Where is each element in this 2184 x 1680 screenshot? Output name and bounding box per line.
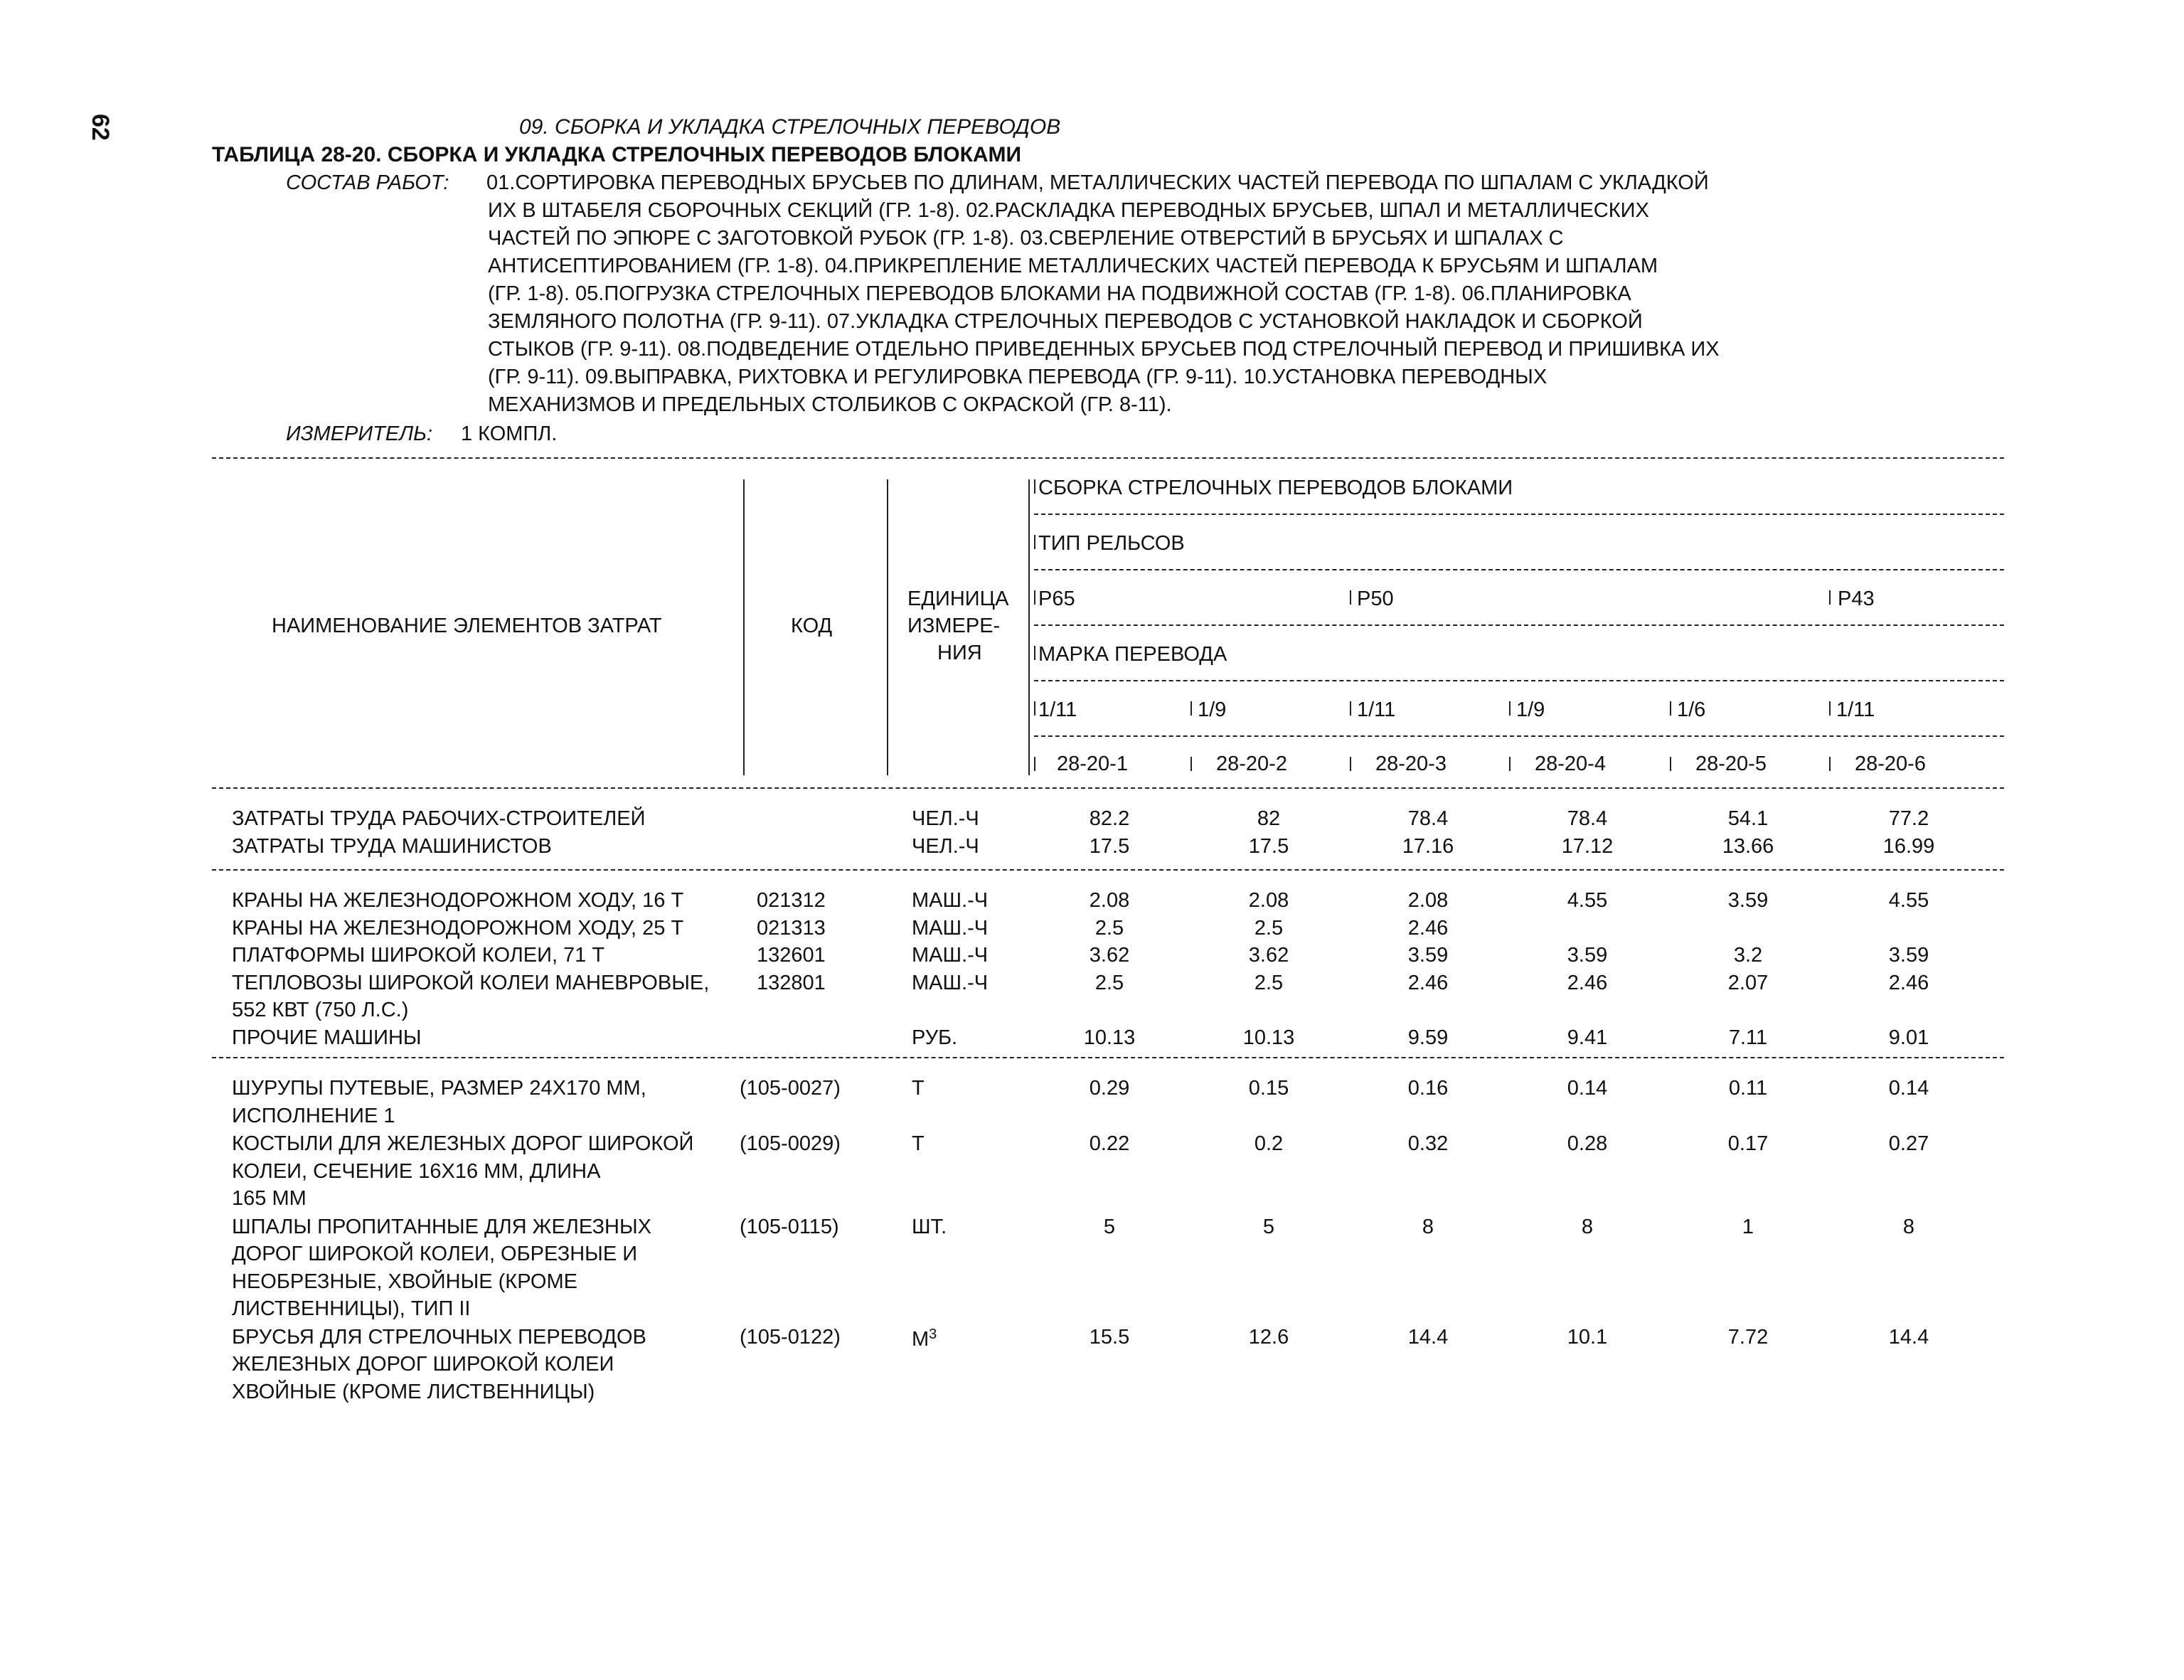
row-unit: ЧЕЛ.-Ч (912, 807, 979, 830)
header-group-title: СБОРКА СТРЕЛОЧНЫХ ПЕРЕВОДОВ БЛОКАМИ (1038, 477, 1513, 499)
row-value: 10.13 (1083, 1026, 1136, 1049)
row-value: 9.01 (1888, 1026, 1929, 1049)
row-unit: МАШ.-Ч (912, 971, 989, 994)
row-value: 5 (1262, 1215, 1275, 1238)
row-unit: $М^3$ (912, 1326, 937, 1351)
row-value: 54.1 (1727, 807, 1769, 830)
rule-line (1034, 735, 2004, 737)
rule-bar (1350, 701, 1351, 716)
row-value: 10.13 (1242, 1026, 1295, 1049)
row-unit: РУБ. (912, 1026, 958, 1049)
row-value: 0.22 (1089, 1132, 1130, 1155)
header-code: 28-20-2 (1216, 753, 1287, 775)
row-value: 16.99 (1882, 834, 1935, 858)
row-value: 15.5 (1089, 1325, 1130, 1349)
row-value: 0.14 (1567, 1077, 1608, 1100)
row-value: 8 (1902, 1215, 1915, 1238)
row-value: 2.08 (1248, 889, 1289, 912)
row-code: 132601 (757, 944, 826, 967)
header-rail-r50: Р50 (1357, 588, 1394, 610)
row-value: 3.62 (1248, 944, 1289, 967)
row-name: ТЕПЛОВОЗЫ ШИРОКОЙ КОЛЕИ МАНЕВРОВЫЕ, (232, 971, 710, 994)
row-value: 2.46 (1407, 971, 1449, 994)
row-value: 3.59 (1567, 944, 1608, 967)
row-value: 2.08 (1089, 889, 1130, 912)
row-name: ЖЕЛЕЗНЫХ ДОРОГ ШИРОКОЙ КОЛЕИ (232, 1353, 614, 1376)
header-rail-r43: Р43 (1838, 588, 1875, 610)
row-value: 0.32 (1407, 1132, 1449, 1155)
rule-bar (1034, 479, 1035, 494)
row-code: (105-0122) (740, 1325, 841, 1349)
row-value: 2.46 (1888, 971, 1929, 994)
header-mark: 1/6 (1677, 698, 1706, 721)
row-name: КРАНЫ НА ЖЕЛЕЗНОДОРОЖНОМ ХОДУ, 25 Т (232, 916, 684, 940)
rule-bar (1509, 701, 1511, 716)
work-line: (ГР. 9-11). 09.ВЫПРАВКА, РИХТОВКА И РЕГУЛИРОВКА ПЕРЕВОДА (ГР. 9-11). 10.УСТАНОВКА ПЕРЕВОДНЫХ (488, 366, 1548, 388)
row-name: НЕОБРЕЗНЫЕ, ХВОЙНЫЕ (КРОМЕ (232, 1270, 577, 1293)
rule-bar (743, 479, 745, 775)
header-code: 28-20-1 (1057, 753, 1128, 775)
row-name: ЗАТРАТЫ ТРУДА МАШИНИСТОВ (232, 834, 552, 858)
row-unit: Т (912, 1077, 925, 1100)
work-line: СТЫКОВ (ГР. 9-11). 08.ПОДВЕДЕНИЕ ОТДЕЛЬНО ПРИВЕДЕННЫХ БРУСЬЕВ ПОД СТРЕЛОЧНЫЙ ПЕРЕВОД И ПРИШИВКА ИХ (488, 338, 1720, 361)
row-value: 82 (1257, 807, 1281, 830)
row-name: ЗАТРАТЫ ТРУДА РАБОЧИХ-СТРОИТЕЛЕЙ (232, 807, 646, 830)
row-value: 2.5 (1094, 916, 1124, 940)
rule-bar (1034, 646, 1035, 660)
rule-line (1034, 624, 2004, 626)
row-name: ЛИСТВЕННИЦЫ), ТИП II (232, 1297, 471, 1320)
row-name: ДОРОГ ШИРОКОЙ КОЛЕИ, ОБРЕЗНЫЕ И (232, 1243, 638, 1265)
row-name: БРУСЬЯ ДЛЯ СТРЕЛОЧНЫХ ПЕРЕВОДОВ (232, 1325, 646, 1349)
header-mark: 1/11 (1836, 698, 1875, 721)
row-name: КРАНЫ НА ЖЕЛЕЗНОДОРОЖНОМ ХОДУ, 16 Т (232, 889, 684, 912)
rule-line (1034, 680, 2004, 681)
row-value: 5 (1103, 1215, 1116, 1238)
rule-bar (1034, 701, 1035, 716)
row-value: 3.2 (1733, 944, 1763, 967)
row-unit: МАШ.-Ч (912, 889, 989, 912)
row-value: 0.28 (1567, 1132, 1608, 1155)
row-value: 9.59 (1407, 1026, 1449, 1049)
row-code: 021312 (757, 889, 826, 912)
work-line: МЕХАНИЗМОВ И ПРЕДЕЛЬНЫХ СТОЛБИКОВ С ОКРАСКОЙ (ГР. 8-11). (488, 393, 1172, 416)
row-value: 3.59 (1888, 944, 1929, 967)
measure-value: 1 КОМПЛ. (461, 422, 558, 445)
row-value: 4.55 (1567, 889, 1608, 912)
rule-bar (1350, 757, 1351, 771)
measure-label: ИЗМЕРИТЕЛЬ: (286, 422, 433, 445)
row-name: ХВОЙНЫЕ (КРОМЕ ЛИСТВЕННИЦЫ) (232, 1380, 595, 1403)
header-mark: 1/9 (1516, 698, 1545, 721)
rule-bar (1034, 535, 1035, 549)
work-line: (ГР. 1-8). 05.ПОГРУЗКА СТРЕЛОЧНЫХ ПЕРЕВОДОВ БЛОКАМИ НА ПОДВИЖНОЙ СОСТАВ (ГР. 1-8). 06.ПЛАНИРОВКА (488, 282, 1631, 305)
row-value: 0.16 (1407, 1077, 1449, 1100)
rule-bar (1350, 590, 1351, 605)
row-unit: ЧЕЛ.-Ч (912, 834, 979, 858)
header-mark: 1/9 (1198, 698, 1227, 721)
row-value: 4.55 (1888, 889, 1929, 912)
rule-line (1034, 569, 2004, 570)
row-value: 0.17 (1727, 1132, 1769, 1155)
header-unit-line-2: ИЗМЕРЕ- (907, 615, 1001, 637)
header-code-column: КОД (791, 615, 833, 637)
rule-bar (1034, 590, 1035, 605)
row-unit: МАШ.-Ч (912, 916, 989, 940)
row-value: 0.29 (1089, 1077, 1130, 1100)
header-unit-line-3: НИЯ (937, 642, 982, 664)
row-value: 17.12 (1561, 834, 1614, 858)
row-value: 14.4 (1407, 1325, 1449, 1349)
unit-superscript: 3 (929, 1326, 937, 1342)
row-unit: МАШ.-Ч (912, 944, 989, 967)
rule-bar (1829, 701, 1831, 716)
rule-bar (1028, 479, 1030, 775)
header-code: 28-20-4 (1535, 753, 1606, 775)
row-name: ШУРУПЫ ПУТЕВЫЕ, РАЗМЕР 24Х170 ММ, (232, 1077, 646, 1100)
row-value: 17.16 (1402, 834, 1454, 858)
row-name: ПЛАТФОРМЫ ШИРОКОЙ КОЛЕИ, 71 Т (232, 944, 605, 967)
row-value: 2.46 (1567, 971, 1608, 994)
section-heading: 09. СБОРКА И УКЛАДКА СТРЕЛОЧНЫХ ПЕРЕВОДОВ (519, 115, 1061, 139)
row-name: 165 ММ (232, 1187, 307, 1210)
rule-bar (1829, 590, 1831, 605)
header-code: 28-20-3 (1375, 753, 1447, 775)
row-value: 3.62 (1089, 944, 1130, 967)
row-unit: ШТ. (912, 1215, 947, 1238)
work-composition-label: СОСТАВ РАБОТ: (286, 171, 449, 194)
row-name: 552 КВТ (750 Л.С.) (232, 999, 409, 1021)
rule-bar (887, 479, 888, 775)
row-value: 1 (1742, 1215, 1754, 1238)
row-code: (105-0029) (740, 1132, 841, 1155)
row-code: (105-0027) (740, 1077, 841, 1100)
row-value: 0.11 (1728, 1077, 1768, 1100)
row-name: ПРОЧИЕ МАШИНЫ (232, 1026, 422, 1049)
row-value: 2.5 (1254, 916, 1284, 940)
row-value: 78.4 (1567, 807, 1608, 830)
table-title: ТАБЛИЦА 28-20. СБОРКА И УКЛАДКА СТРЕЛОЧНЫХ ПЕРЕВОДОВ БЛОКАМИ (212, 143, 1022, 166)
row-value: 8 (1581, 1215, 1594, 1238)
rule-bar (1034, 757, 1035, 771)
work-line: ЧАСТЕЙ ПО ЭПЮРЕ С ЗАГОТОВКОЙ РУБОК (ГР. 1-8). 03.СВЕРЛЕНИЕ ОТВЕРСТИЙ В БРУСЬЯХ И ШПАЛАХ С (488, 227, 1564, 250)
header-rail-type: ТИП РЕЛЬСОВ (1038, 532, 1185, 555)
row-value: 0.27 (1888, 1132, 1929, 1155)
row-value: 2.46 (1407, 916, 1449, 940)
row-code: (105-0115) (740, 1215, 839, 1238)
row-value: 78.4 (1407, 807, 1449, 830)
row-value: 10.1 (1567, 1325, 1608, 1349)
row-value: 7.72 (1727, 1325, 1769, 1349)
row-value: 0.15 (1248, 1077, 1289, 1100)
row-name: КОЛЕИ, СЕЧЕНИЕ 16Х16 ММ, ДЛИНА (232, 1159, 601, 1183)
row-value: 17.5 (1248, 834, 1289, 858)
header-mark: 1/11 (1038, 698, 1077, 721)
header-name-column: НАИМЕНОВАНИЕ ЭЛЕМЕНТОВ ЗАТРАТ (272, 615, 662, 637)
work-line: ИХ В ШТАБЕЛЯ СБОРОЧНЫХ СЕКЦИЙ (ГР. 1-8). 02.РАСКЛАДКА ПЕРЕВОДНЫХ БРУСЬЕВ, ШПАЛ И МЕТАЛЛИЧЕСКИХ (488, 199, 1649, 222)
row-value: 9.41 (1567, 1026, 1608, 1049)
row-value: 2.5 (1094, 971, 1124, 994)
rule-bar (1190, 757, 1192, 771)
rule-bar (1829, 757, 1831, 771)
rule-bar (1190, 701, 1192, 716)
header-mark: 1/11 (1357, 698, 1396, 721)
work-line: 01.СОРТИРОВКА ПЕРЕВОДНЫХ БРУСЬЕВ ПО ДЛИНАМ, МЕТАЛЛИЧЕСКИХ ЧАСТЕЙ ПЕРЕВОДА ПО ШПАЛАМ С УКЛАДКОЙ (486, 171, 1709, 194)
rule-line (212, 1057, 2004, 1058)
row-value: 3.59 (1727, 889, 1769, 912)
row-code: 132801 (757, 971, 826, 994)
row-value: 0.2 (1254, 1132, 1284, 1155)
work-line: ЗЕМЛЯНОГО ПОЛОТНА (ГР. 9-11). 07.УКЛАДКА СТРЕЛОЧНЫХ ПЕРЕВОДОВ С УСТАНОВКОЙ НАКЛАДОК И СБОРКОЙ (488, 310, 1643, 333)
rule-bar (1509, 757, 1511, 771)
header-mark-title: МАРКА ПЕРЕВОДА (1038, 643, 1227, 666)
header-rail-r65: Р65 (1038, 588, 1075, 610)
work-line: АНТИСЕПТИРОВАНИЕМ (ГР. 1-8). 04.ПРИКРЕПЛЕНИЕ МЕТАЛЛИЧЕСКИХ ЧАСТЕЙ ПЕРЕВОДА К БРУСЬЯМ И ШПАЛАМ (488, 255, 1658, 277)
row-value: 8 (1422, 1215, 1434, 1238)
row-value: 14.4 (1888, 1325, 1929, 1349)
row-value: 7.11 (1728, 1026, 1768, 1049)
rule-line (212, 787, 2004, 789)
rule-bar (1670, 757, 1671, 771)
row-value: 77.2 (1888, 807, 1929, 830)
row-name: ИСПОЛНЕНИЕ 1 (232, 1104, 395, 1127)
page-number: 62 (87, 114, 114, 141)
row-value: 17.5 (1089, 834, 1130, 858)
rule-line (212, 869, 2004, 871)
row-name: ШПАЛЫ ПРОПИТАННЫЕ ДЛЯ ЖЕЛЕЗНЫХ (232, 1215, 652, 1238)
row-value: 12.6 (1248, 1325, 1289, 1349)
header-code: 28-20-6 (1855, 753, 1926, 775)
header-code: 28-20-5 (1695, 753, 1767, 775)
rule-line (212, 457, 2004, 459)
row-unit: Т (912, 1132, 925, 1155)
row-value: 2.07 (1727, 971, 1769, 994)
row-code: 021313 (757, 916, 826, 940)
header-unit-line-1: ЕДИНИЦА (907, 588, 1009, 610)
row-value: 3.59 (1407, 944, 1449, 967)
row-value: 0.14 (1888, 1077, 1929, 1100)
rule-line (1034, 514, 2004, 515)
row-value: 13.66 (1722, 834, 1774, 858)
rule-bar (1670, 701, 1671, 716)
row-value: 2.5 (1254, 971, 1284, 994)
row-value: 82.2 (1089, 807, 1130, 830)
row-value: 2.08 (1407, 889, 1449, 912)
row-name: КОСТЫЛИ ДЛЯ ЖЕЛЕЗНЫХ ДОРОГ ШИРОКОЙ (232, 1132, 694, 1155)
